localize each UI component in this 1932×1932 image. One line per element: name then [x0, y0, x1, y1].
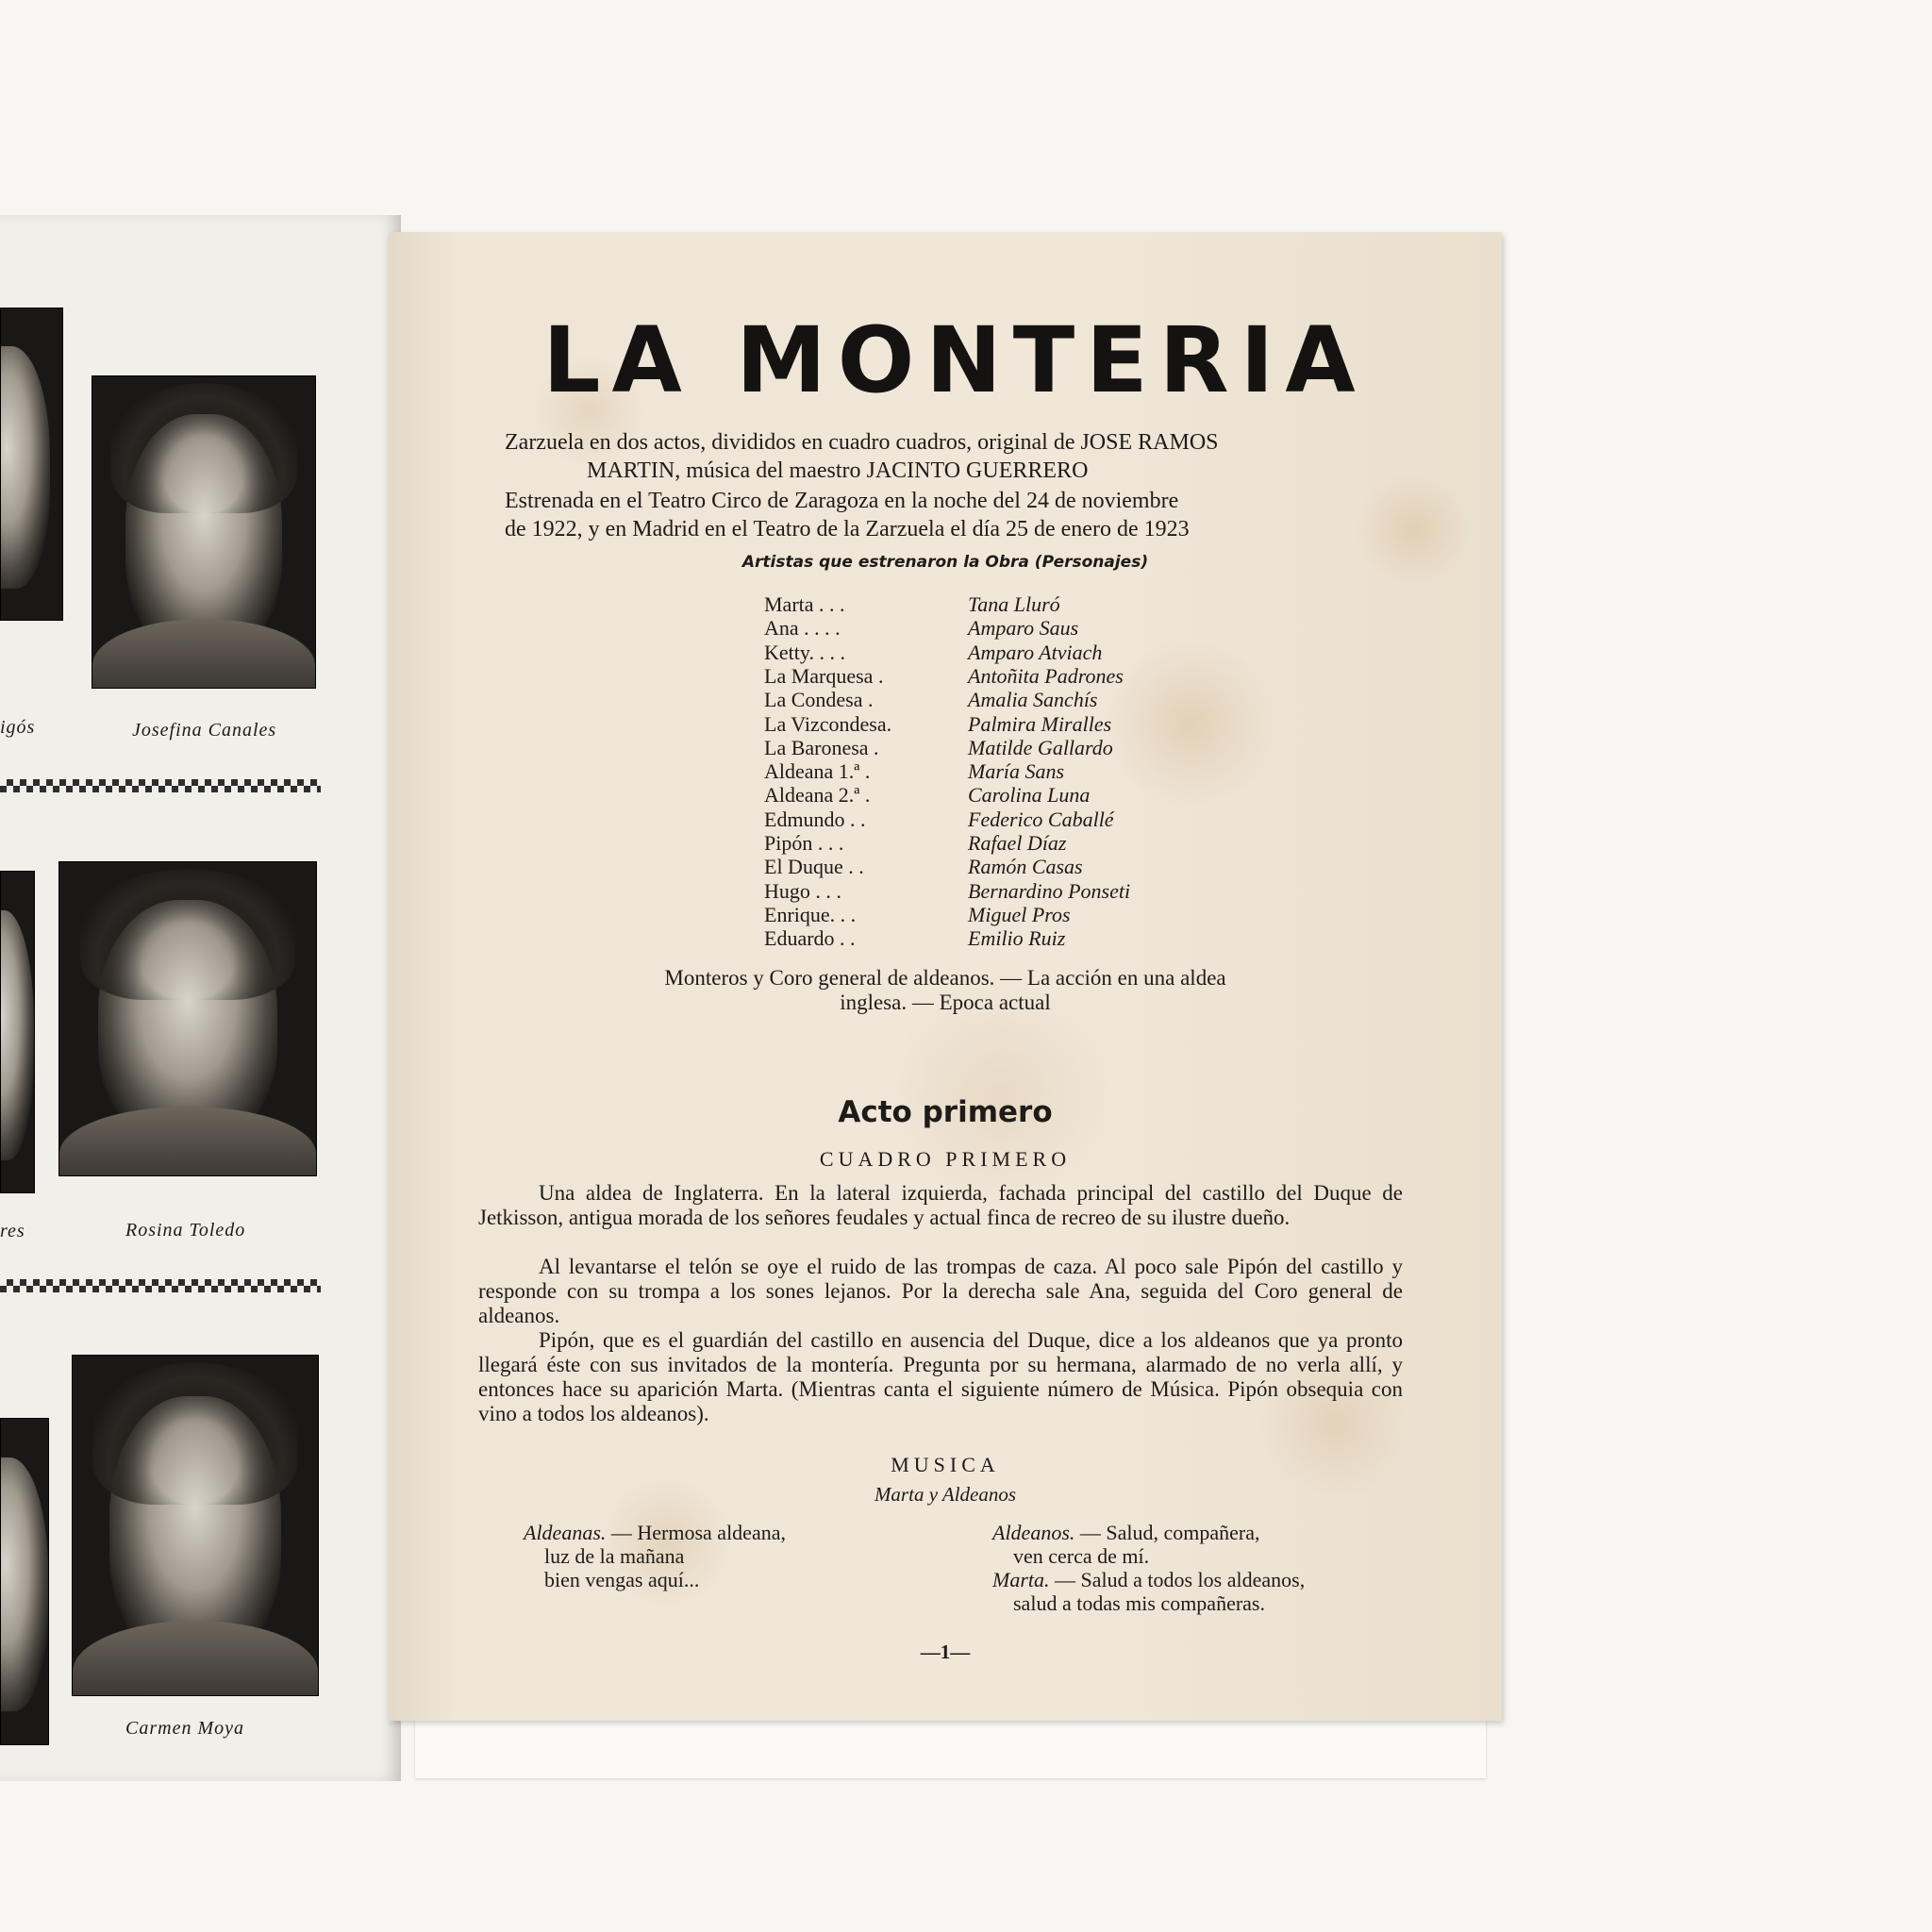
page-title: LA MONTERIA: [542, 308, 1367, 413]
cast-role: Pipón . . .: [764, 831, 844, 855]
verse-text: — Salud a todos los aldeanos,: [1049, 1568, 1306, 1591]
portrait-caption: Carmen Moya: [125, 1718, 244, 1739]
verse-text: — Hermosa aldeana,: [606, 1521, 786, 1544]
cast-actor: Tana Lluró: [968, 592, 1060, 616]
scene-heading: CUADRO PRIMERO: [819, 1147, 1072, 1171]
music-subheading: Marta y Aldeanos: [874, 1483, 1017, 1506]
cast-actor: Matilde Gallardo: [968, 735, 1113, 759]
cast-role: El Duque . .: [764, 855, 864, 879]
cast-role: Aldeana 2.ª .: [764, 783, 871, 808]
cast-role: La Marquesa .: [764, 663, 884, 688]
cast-header: Artistas que estrenaron la Obra (Personajes): [741, 553, 1149, 572]
cast-actor: María Sans: [968, 759, 1065, 784]
verse-line: [992, 1521, 1260, 1544]
verse-line: [992, 1568, 1305, 1591]
verse-text: salud a todas mis compañeras.: [1013, 1591, 1265, 1615]
verse-speaker: Aldeanas.: [524, 1521, 607, 1544]
portrait-photo: [0, 1418, 49, 1745]
page-number: —1—: [920, 1641, 971, 1663]
cast-actor: Carolina Luna: [968, 783, 1091, 808]
verse-line: [524, 1521, 786, 1544]
act-heading: Acto primero: [838, 1095, 1053, 1129]
cast-actor: Miguel Pros: [968, 902, 1071, 926]
cast-actor: Antoñita Padrones: [968, 663, 1124, 688]
intro-line: de 1922, y en Madrid en el Teatro de la Zarzuela el día 25 de enero de 1923: [505, 517, 1190, 541]
portrait-caption: res: [0, 1221, 25, 1241]
portrait-caption: Rosina Toledo: [125, 1220, 246, 1241]
cast-role: Hugo . . .: [764, 878, 841, 903]
verse-speaker: Marta.: [992, 1568, 1050, 1591]
cast-actor: Rafael Díaz: [968, 831, 1067, 855]
verse-text: bien vengas aquí...: [544, 1568, 700, 1591]
cast-actor: Amparo Atviach: [968, 640, 1103, 664]
cast-role: La Baronesa .: [764, 735, 879, 759]
cast-actor: Ramón Casas: [968, 855, 1083, 879]
setting-line: inglesa. — Epoca actual: [840, 991, 1051, 1014]
cast-actor: Amalia Sanchís: [968, 688, 1098, 712]
program-page: [389, 232, 1502, 1721]
intro-line: Estrenada en el Teatro Circo de Zaragoza en la noche del 24 de noviembre: [505, 489, 1179, 513]
intro-line: MARTIN, música del maestro JACINTO GUERRERO: [587, 458, 1089, 483]
verse-text: luz de la mañana: [544, 1544, 685, 1568]
paragraph: Al levantarse el telón se oye el ruido de las trompas de caza. Al poco sale Pipón del castillo y responde con su trompa a los sones lejanos. Por la derecha sale Ana, seguida del Coro general de aldeanos.: [478, 1255, 1403, 1327]
verse-line: [544, 1544, 684, 1568]
portrait-caption: igós: [0, 717, 36, 738]
paragraph: Pipón, que es el guardián del castillo en ausencia del Duque, dice a los aldeanos que ya pronto llegará éste con sus invitados de la montería. Pregunta por su hermana, alarmado de no verla allí, y entonces hace su aparición Marta. (Mientras canta el siguiente número de Música. Pipón obsequia con vino a todos los aldeanos).: [478, 1328, 1403, 1425]
verse-speaker: Aldeanos.: [992, 1521, 1075, 1544]
portrait-photo: [0, 308, 63, 621]
setting-line: Monteros y Coro general de aldeanos. — La acción en una aldea: [664, 966, 1226, 990]
cast-actor: Emilio Ruiz: [968, 926, 1066, 951]
cast-role: Ketty. . . .: [764, 640, 845, 664]
cast-role: Ana . . . .: [764, 616, 841, 641]
verse-text: ven cerca de mí.: [1013, 1544, 1150, 1568]
music-heading: MUSICA: [891, 1453, 1000, 1476]
cast-role: Eduardo . .: [764, 926, 856, 951]
cast-role: Marta . . .: [764, 592, 845, 616]
portrait-photo: [0, 871, 35, 1193]
cast-actor: Bernardino Ponseti: [968, 878, 1131, 903]
portrait-photo: [92, 375, 316, 689]
portrait-photo: [72, 1355, 319, 1696]
cast-role: La Condesa .: [764, 688, 874, 712]
cast-actor: Federico Caballé: [968, 807, 1114, 831]
cast-actor: Amparo Saus: [968, 616, 1079, 641]
paragraph: Una aldea de Inglaterra. En la lateral izquierda, fachada principal del castillo del Duque de Jetkisson, antigua morada de los señores feudales y actual finca de recreo de su ilustre dueño.: [478, 1181, 1403, 1229]
verse-text: — Salud, compañera,: [1074, 1521, 1260, 1544]
checkered-divider: [0, 1279, 321, 1292]
cast-actor: Palmira Miralles: [968, 711, 1112, 736]
intro-line: Zarzuela en dos actos, divididos en cuadro cuadros, original de JOSE RAMOS: [505, 430, 1219, 455]
portrait-photo: [58, 861, 317, 1176]
cast-role: Aldeana 1.ª .: [764, 759, 871, 784]
cast-role: Enrique. . .: [764, 902, 857, 926]
verse-line: [544, 1568, 699, 1591]
cast-role: La Vizcondesa.: [764, 711, 892, 736]
portrait-caption: llot: [0, 1715, 29, 1736]
verse-line: [1013, 1544, 1149, 1568]
left-page: [0, 215, 401, 1781]
checkered-divider: [0, 779, 321, 792]
portrait-caption: Josefina Canales: [132, 720, 277, 741]
cast-role: Edmundo . .: [764, 807, 866, 831]
verse-line: [1013, 1591, 1265, 1615]
